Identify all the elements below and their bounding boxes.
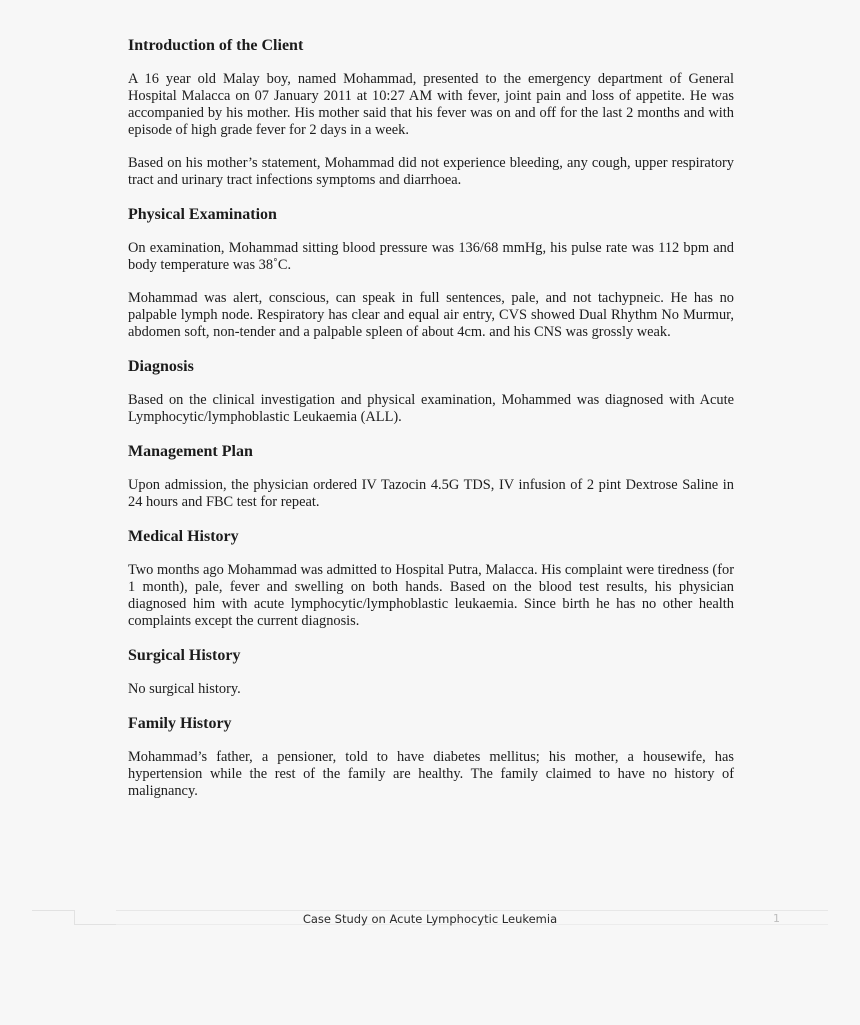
section-heading: Introduction of the Client bbox=[128, 37, 304, 54]
paragraph: A 16 year old Malay boy, named Mohammad, presented to the emergency department of General Hospital Malacca on 07 January 2011 at 10:27 AM with fever, joint pain and loss of appetite. He was accompanied by his mother. His mother said that his fever was on and off for the last 2 months and with episode of high grade fever for 2 days in a week. bbox=[128, 71, 734, 138]
section-surgical-history bbox=[128, 646, 734, 698]
paragraph: Based on his mother’s statement, Mohammad did not experience bleeding, any cough, upper respiratory tract and urinary tract infections symptoms and diarrhoea. bbox=[128, 155, 734, 188]
paragraph: Mohammad was alert, conscious, can speak in full sentences, pale, and not tachypneic. He has no palpable lymph node. Respiratory has clear and equal air entry, CVS showed Dual Rhythm No Murmur, abdomen soft, non-tender and a palpable spleen of about 4cm. and his CNS was grossly weak. bbox=[128, 290, 734, 340]
section-introduction bbox=[128, 36, 734, 189]
section-heading: Management Plan bbox=[128, 443, 253, 460]
section-physical-examination bbox=[128, 205, 734, 341]
footer-title: Case Study on Acute Lymphocytic Leukemia bbox=[302, 912, 558, 926]
paragraph: Two months ago Mohammad was admitted to Hospital Putra, Malacca. His complaint were tiredness (for 1 month), pale, fever and swelling on both hands. Based on the blood test results, his physician diagnosed him with acute lymphocytic/lymphoblastic leukaemia. Since birth he has no other health complaints except the current diagnosis. bbox=[128, 562, 734, 629]
section-medical-history bbox=[128, 527, 734, 630]
document-body bbox=[128, 36, 734, 816]
page-number: 1 bbox=[773, 912, 780, 925]
section-heading: Surgical History bbox=[128, 647, 241, 664]
section-diagnosis bbox=[128, 357, 734, 426]
footer-rule bbox=[116, 910, 828, 911]
paragraph: Mohammad’s father, a pensioner, told to have diabetes mellitus; his mother, a housewife, has hypertension while the rest of the family are healthy. The family claimed to have no history of malignancy. bbox=[128, 749, 734, 799]
section-heading: Medical History bbox=[128, 528, 239, 545]
page-footer bbox=[0, 908, 860, 932]
paragraph: Based on the clinical investigation and physical examination, Mohammed was diagnosed with Acute Lymphocytic/lymphoblastic Leukaemia (ALL). bbox=[128, 392, 734, 425]
section-heading: Diagnosis bbox=[128, 358, 194, 375]
paragraph: On examination, Mohammad sitting blood pressure was 136/68 mmHg, his pulse rate was 112 bpm and body temperature was 38˚C. bbox=[128, 240, 734, 273]
paragraph: No surgical history. bbox=[128, 681, 241, 697]
section-heading: Physical Examination bbox=[128, 206, 277, 223]
section-family-history bbox=[128, 714, 734, 800]
section-heading: Family History bbox=[128, 715, 232, 732]
paragraph: Upon admission, the physician ordered IV Tazocin 4.5G TDS, IV infusion of 2 pint Dextrose Saline in 24 hours and FBC test for repeat. bbox=[128, 477, 734, 510]
section-management-plan bbox=[128, 442, 734, 511]
